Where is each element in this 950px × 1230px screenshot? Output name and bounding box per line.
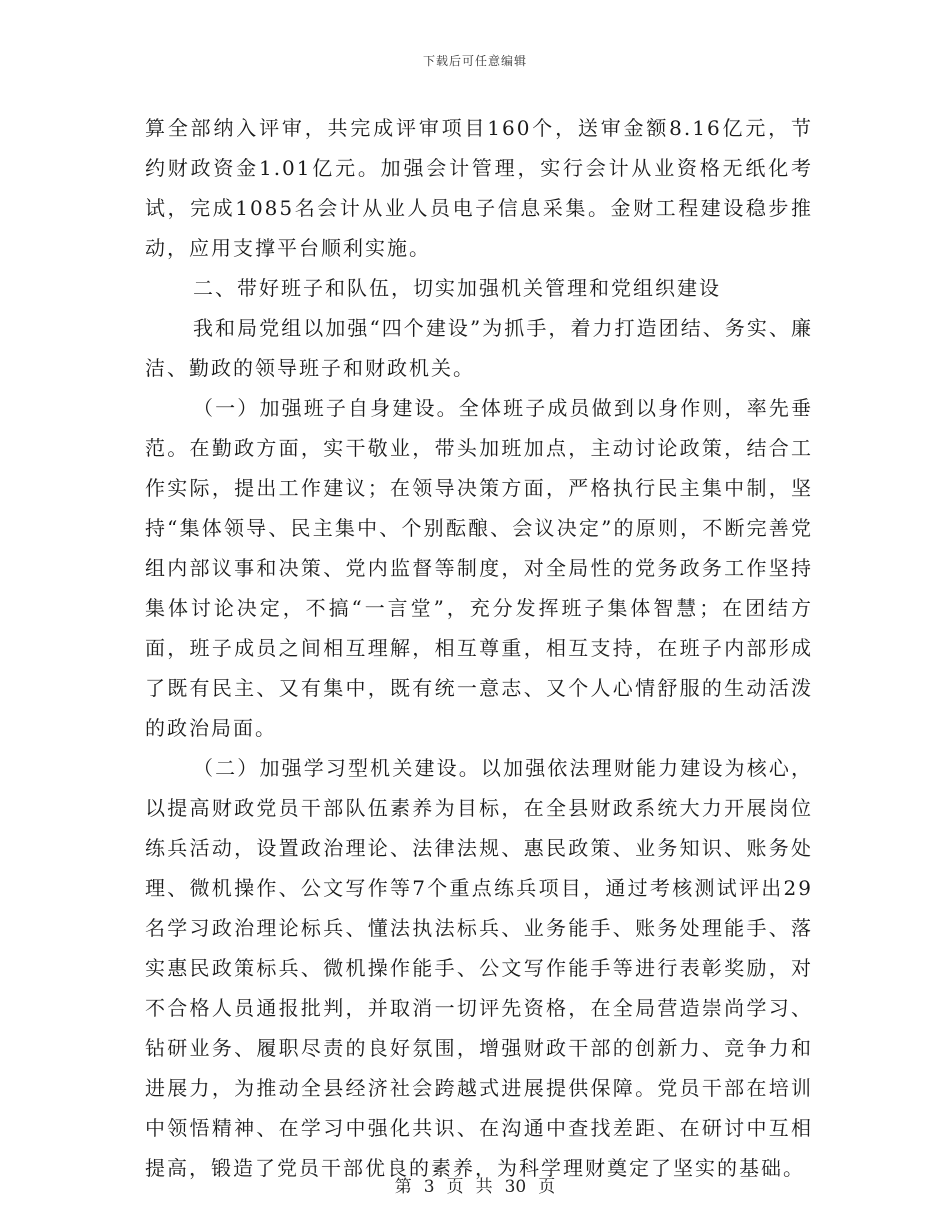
footer-total-word: 共 — [475, 1177, 493, 1197]
footer-prefix: 第 — [394, 1177, 412, 1197]
section-heading: 二、带好班子和队伍，切实加强机关管理和党组织建设 — [193, 276, 721, 300]
footer-current-page: 3 — [423, 1177, 435, 1197]
page-header: 下载后可任意编辑 — [422, 54, 527, 68]
footer-page-word: 页 — [446, 1177, 464, 1197]
document-body — [145, 108, 813, 1188]
paragraph-subsection-1: （一）加强班子自身建设。全体班子成员做到以身作则，率先垂范。在勤政方面，实干敬业，带头加班加点，主动讨论政策，结合工作实际，提出工作建议；在领导决策方面，严格执行民主集中制，坚持“集体领导、民主集中、个别酝酿、会议决定”的原则，不断完善党组内部议事和决策、党内监督等制度，对全局性的党务政务工作坚持集体讨论决定，不搞“一言堂”，充分发挥班子集体智慧；在团结方面，班子成员之间相互理解，相互尊重，相互支持，在班子内部形成了既有民主、又有集中，既有统一意志、又个人心情舒服的生动活泼的政治局面。 — [145, 396, 813, 740]
footer-suffix: 页 — [538, 1177, 556, 1197]
footer-total-pages: 30 — [504, 1177, 527, 1197]
paragraph-intro: 我和局党组以加强“四个建设”为抓手，着力打造团结、务实、廉洁、勤政的领导班子和财政机关。 — [145, 316, 813, 380]
page-footer — [0, 1172, 950, 1197]
paragraph-subsection-2: （二）加强学习型机关建设。以加强依法理财能力建设为核心，以提高财政党员干部队伍素养为目标，在全县财政系统大力开展岗位练兵活动，设置政治理论、法律法规、惠民政策、业务知识、账务处理、微机操作、公文写作等7个重点练兵项目，通过考核测试评出29名学习政治理论标兵、懂法执法标兵、业务能手、账务处理能手、落实惠民政策标兵、微机操作能手、公文写作能手等进行表彰奖励，对不合格人员通报批判，并取消一切评先资格，在全局营造崇尚学习、钻研业务、履职尽责的良好氛围，增强财政干部的创新力、竞争力和进展力，为推动全县经济社会跨越式进展提供保障。党员干部在培训中领悟精神、在学习中强化共识、在沟通中查找差距、在研讨中互相提高，锻造了党员干部优良的素养，为科学理财奠定了坚实的基础。 — [145, 756, 813, 1180]
paragraph-continuation: 算全部纳入评审，共完成评审项目160个，送审金额8.16亿元，节约财政资金1.01亿元。加强会计管理，实行会计从业资格无纸化考试，完成1085名会计从业人员电子信息采集。金财工程建设稳步推动，应用支撑平台顺利实施。 — [145, 116, 813, 260]
